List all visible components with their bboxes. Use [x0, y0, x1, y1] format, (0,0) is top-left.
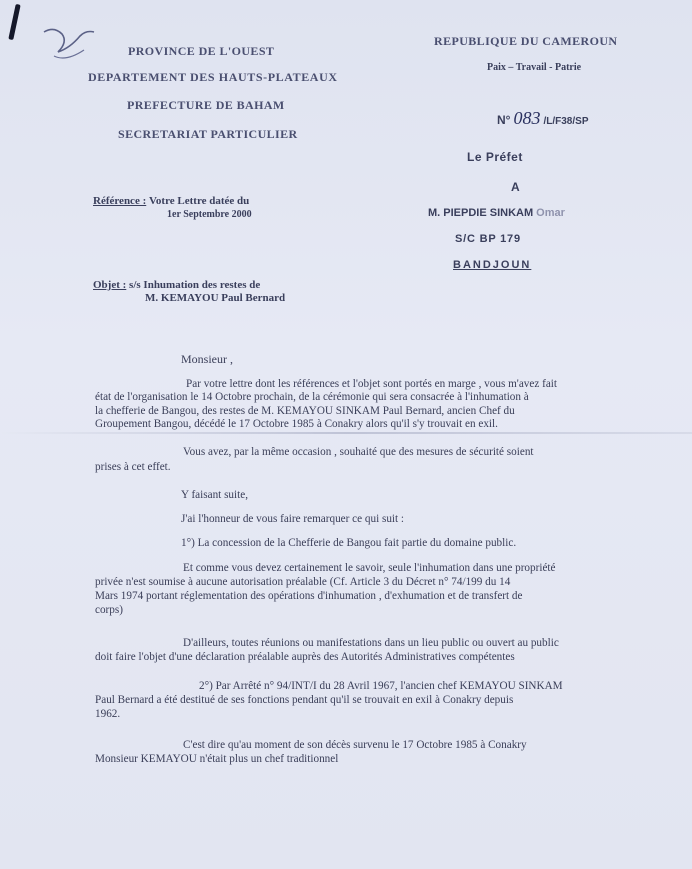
- reference-number-handwritten: 083: [513, 108, 541, 128]
- body-line: Paul Bernard a été destitué de ses fonctions pendant qu'il se trouvait en exil à Conakry depuis: [95, 694, 514, 706]
- salutation: Monsieur ,: [181, 352, 233, 366]
- reference-block: [93, 195, 249, 207]
- reference-text: Votre Lettre datée du: [148, 195, 250, 207]
- province-heading: PROVINCE DE L'OUEST: [128, 44, 275, 58]
- body-line: prises à cet effet.: [95, 461, 171, 473]
- paper-fold-line: [0, 432, 692, 434]
- reference-number: [497, 108, 588, 129]
- body-line: doit faire l'objet d'une déclaration préalable auprès des Autorités Administratives compétentes: [95, 651, 515, 663]
- handwritten-initial-mark: [40, 22, 98, 66]
- body-line: D'ailleurs, toutes réunions ou manifestations dans un lieu public ou ouvert au public: [183, 637, 559, 649]
- body-line: Y faisant suite,: [181, 489, 249, 501]
- body-line: Vous avez, par la même occasion , souhaité que des mesures de sécurité soient: [183, 446, 534, 458]
- body-line: Monsieur KEMAYOU n'était plus un chef traditionnel: [95, 753, 339, 765]
- reference-label: Référence :: [93, 195, 147, 207]
- body-line: privée n'est soumise à aucune autorisation préalable (Cf. Article 3 du Décret n° 74/199 du 14: [95, 576, 511, 588]
- body-line: corps): [95, 604, 123, 616]
- body-line: 1962.: [95, 708, 121, 720]
- body-line: 1°) La concession de la Chefferie de Bangou fait partie du domaine public.: [181, 537, 517, 549]
- subject-line-1: s/s Inhumation des restes de: [129, 279, 261, 291]
- national-motto: Paix – Travail - Patrie: [487, 62, 582, 73]
- recipient-name-faded: Omar: [533, 207, 565, 219]
- reference-number-suffix: /L/F38/SP: [543, 116, 589, 127]
- pen-mark: [8, 4, 20, 40]
- body-line: état de l'organisation le 14 Octobre prochain, de la cérémonie qui sera consacrée à l'inhumation à: [95, 391, 529, 403]
- recipient-name-main: M. PIEPDIE SINKAM: [428, 207, 534, 219]
- subject-line-2: M. KEMAYOU Paul Bernard: [145, 292, 286, 304]
- body-line: Et comme vous devez certainement le savoir, seule l'inhumation dans une propriété: [183, 562, 556, 574]
- republic-heading: REPUBLIQUE DU CAMEROUN: [434, 34, 618, 48]
- body-line: Groupement Bangou, décédé le 17 Octobre 1985 à Conakry alors qu'il s'y trouvait en exil.: [95, 418, 498, 430]
- recipient-prefix: A: [511, 180, 520, 194]
- subject-label: Objet :: [93, 279, 127, 291]
- reference-number-prefix: N°: [497, 113, 511, 127]
- body-line: la chefferie de Bangou, des restes de M. KEMAYOU SINKAM Paul Bernard, ancien Chef du: [95, 405, 515, 417]
- prefecture-heading: PREFECTURE DE BAHAM: [127, 98, 285, 112]
- body-line: 2°) Par Arrêté n° 94/INT/I du 28 Avril 1967, l'ancien chef KEMAYOU SINKAM: [199, 680, 563, 692]
- recipient-name: [428, 207, 565, 219]
- recipient-box: S/C BP 179: [455, 233, 521, 245]
- department-heading: DEPARTEMENT DES HAUTS-PLATEAUX: [88, 70, 338, 84]
- secretariat-heading: SECRETARIAT PARTICULIER: [118, 127, 298, 141]
- sender-title: Le Préfet: [467, 150, 523, 164]
- recipient-city: BANDJOUN: [453, 259, 532, 271]
- body-line: C'est dire qu'au moment de son décès survenu le 17 Octobre 1985 à Conakry: [183, 739, 527, 751]
- body-line: Par votre lettre dont les références et l'objet sont portés en marge , vous m'avez fait: [186, 378, 558, 390]
- body-line: Mars 1974 portant réglementation des opérations d'inhumation , d'exhumation et de transfert de: [95, 590, 523, 602]
- reference-date: 1er Septembre 2000: [167, 209, 252, 220]
- body-line: J'ai l'honneur de vous faire remarquer ce qui suit :: [181, 513, 405, 525]
- subject-block: [93, 279, 260, 291]
